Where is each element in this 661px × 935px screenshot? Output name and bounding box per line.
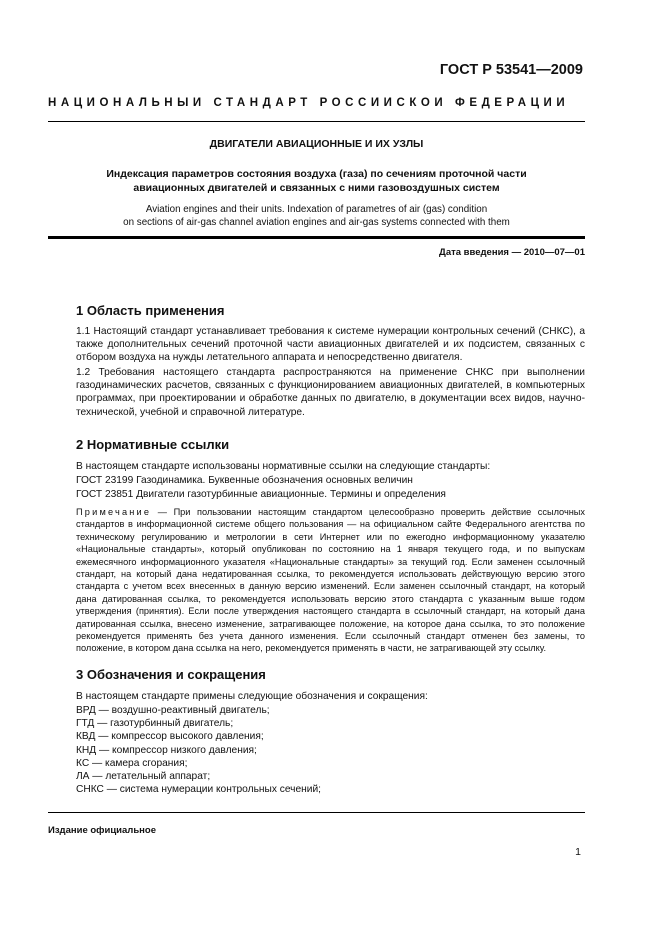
national-standard-banner: НАЦИОНАЛЬНЫЙ СТАНДАРТ РОССИЙСКОЙ ФЕДЕРАЦИИ — [48, 97, 570, 109]
english-subtitle-line-2: on sections of air-gas channel aviation engines and air-gas systems connected with them — [123, 216, 510, 228]
document-code: ГОСТ Р 53541—2009 — [439, 62, 583, 78]
section-1-paragraph-1 — [76, 325, 585, 365]
reference-gost-23851: ГОСТ 23851 Двигатели газотурбинные авиационные. Термины и определения — [76, 489, 446, 500]
abbreviation-list — [76, 704, 321, 796]
abbreviation-item: КНД — компрессор низкого давления; — [76, 744, 257, 756]
russian-subtitle — [48, 168, 585, 195]
header-rule-top — [48, 121, 585, 122]
russian-subtitle-line-2: авиационных двигателей и связанных с ними газовоздушных систем — [133, 181, 500, 194]
abbreviation-item: ЛА — летательный аппарат; — [76, 771, 211, 783]
abbreviation-item: СНКС — система нумерации контрольных сечений; — [76, 784, 321, 796]
abbreviation-item: КВД — компрессор высокого давления; — [76, 731, 264, 743]
page-number: 1 — [575, 846, 581, 858]
section-1-p2-text: 1.2 Требования настоящего стандарта распространяются на применение СНКС при выполнении газодинамических расчетов, связанных с функционированием авиационных двигателей, в компьютерных программах, при проектировании и обработке данных по двигателю, в документации всех видов, научно-технической, учебной и справочной литературе. — [76, 367, 585, 418]
section-2-intro: В настоящем стандарте использованы нормативные ссылки на следующие стандарты: — [76, 461, 491, 472]
header-rule-thick — [48, 236, 585, 239]
note-label: Примечание — [76, 507, 152, 517]
note-text: — При пользовании настоящим стандартом целесообразно проверить действие ссылочных стандартов в информационной системе общего пользования — на официальном сайте Федерального агентства по техническому регулированию и метрологии в сети Интернет или по ежегодно информационному указателю «Национальные стандарты», который опубликован по состоянию на 1 января текущего года, и по выпускам ежемесячного информационного указателя «Национальные стандарты» за текущий год. Если заменен ссылочный стандарт, на который дана недатированная ссылка, то рекомендуется использовать действующую версию этого стандарта с учетом всех внесенных в данную версию изменений. Если заменен ссылочный стандарт, на который дана датированная ссылка, то рекомендуется использовать версию этого стандарта с указанным выше годом утверждения (принятия). Если после утверждения настоящего стандарта в ссылочный стандарт, на который дана датированная ссылка, внесено изменение, затрагивающее положение, на которое дана ссылка, то это положение рекомендуется применять без учета данного изменения. Если ссылочный стандарт отменен без замены, то положение, в котором дана ссылка на него, рекомендуется применять в части, не затрагивающей эту ссылку. — [76, 507, 585, 654]
main-title: ДВИГАТЕЛИ АВИАЦИОННЫЕ И ИХ УЗЛЫ — [209, 138, 424, 150]
section-1-heading: 1 Область применения — [76, 303, 225, 318]
english-subtitle — [48, 204, 585, 229]
section-1-paragraph-2 — [76, 366, 585, 419]
section-2-note — [76, 506, 585, 655]
english-subtitle-line-1: Aviation engines and their units. Indexation of parametres of air (gas) condition — [145, 204, 488, 215]
section-3-heading: 3 Обозначения и сокращения — [76, 667, 266, 682]
section-3-intro: В настоящем стандарте примены следующие обозначения и сокращения: — [76, 691, 428, 702]
russian-subtitle-line-1: Индексация параметров состояния воздуха (газа) по сечениям проточной части — [106, 168, 527, 180]
reference-gost-23199: ГОСТ 23199 Газодинамика. Буквенные обозначения основных величин — [76, 475, 413, 486]
abbreviation-item: ВРД — воздушно-реактивный двигатель; — [76, 705, 270, 716]
footer-rule — [48, 812, 585, 813]
official-edition-label: Издание официальное — [48, 825, 156, 836]
section-2-heading: 2 Нормативные ссылки — [76, 437, 230, 452]
introduction-date: Дата введения — 2010—07—01 — [439, 247, 585, 258]
section-1-p1-text: 1.1 Настоящий стандарт устанавливает требования к системе нумерации контрольных сечений (СНКС), а также дополнительных сечений проточной части авиационных двигателей и их подсистем, связанных с отбором воздуха на нужды летательного аппарата и непосредственно двигателя. — [76, 326, 585, 364]
abbreviation-item: КС — камера сгорания; — [76, 757, 188, 769]
abbreviation-item: ГТД — газотурбинный двигатель; — [76, 718, 234, 730]
